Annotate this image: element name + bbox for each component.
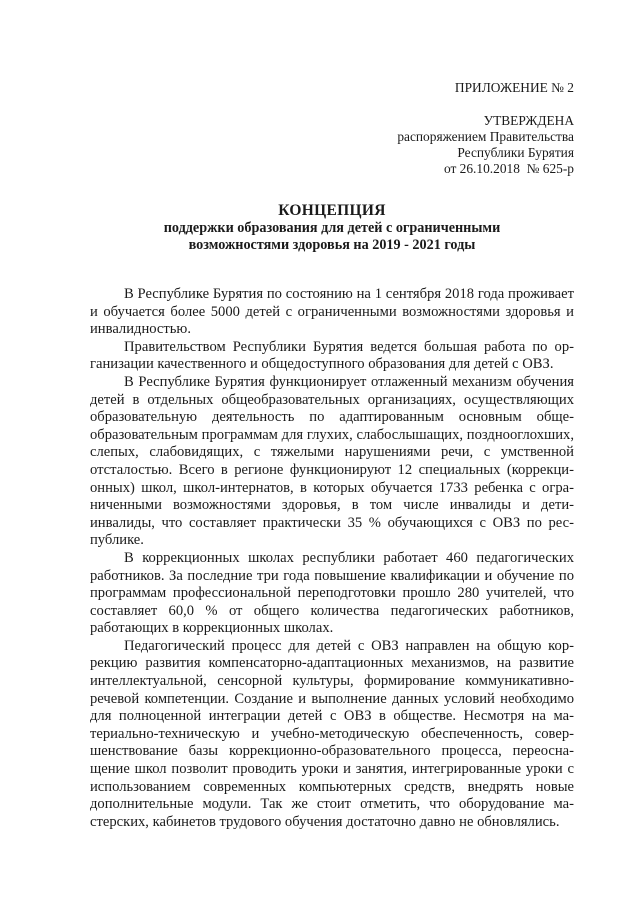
approval-line: распоряжением Правительства bbox=[397, 129, 574, 144]
appendix-label: ПРИЛОЖЕНИЕ № 2 bbox=[454, 80, 574, 95]
approval-line: от 26.10.2018 № 625-р bbox=[443, 161, 574, 176]
title-subtitle-line: возможностями здоровья на 2019 - 2021 годы bbox=[188, 237, 476, 253]
body-text bbox=[90, 286, 574, 831]
paragraph: В Республике Бурятия функционирует отлаженный механизм обучения детей в отдельных общеобразовательных организациях, осуществляющих образовательную деятельность по адаптированным основным общеобразовательным программам для глухих, слабослышащих, позднооглохших, слепых, слабовидящих, с тяжелыми нарушениями речи, с умственной отсталостью. Всего в регионе функционируют 12 специальных (коррекционных) школ, школ-интернатов, в которых обучается 1733 ребенка с ограниченными возможностями здоровья, в том числе инвалиды и дети-инвалиды, что составляет практически 35 % обучающихся с ОВЗ по республике. bbox=[90, 373, 574, 549]
paragraph: Педагогический процесс для детей с ОВЗ направлен на общую коррекцию развития компенсаторно-адаптационных механизмов, на развитие интеллектуальной, сенсорной культуры, формирование коммуникативно-речевой компетенции. Создание и выполнение данных условий необходимо для полноценной интеграции детей с ОВЗ в обществе. Несмотря на материально-техническую и учебно-методическую обеспеченность, совершенствование базы коррекционно-образовательного процесса, переоснащение школ позволит проводить уроки и занятия, интегрированные уроки с использованием современных компьютерных средств, внедрять новые дополнительные модули. Так же стоит отметить, что оборудование мастерских, кабинетов трудового обучения достаточно давно не обновлялись. bbox=[90, 637, 574, 830]
paragraph: В Республике Бурятия по состоянию на 1 сентября 2018 года проживает и обучается более 5000 детей с ограниченными возможностями здоровья и инвалидностью. bbox=[90, 286, 574, 338]
paragraph: Правительством Республики Бурятия ведется большая работа по организации качественного и общедоступного образования для детей с ОВЗ. bbox=[90, 338, 574, 373]
document-title bbox=[90, 201, 574, 254]
paragraph: В коррекционных школах республики работает 460 педагогических работников. За последние три года повышение квалификации и обучение по программам профессиональной переподготовки прошло 280 учителей, что составляет 60,0 % от общего количества педагогических работников, работающих в коррекционных школах. bbox=[90, 549, 574, 637]
approval-block bbox=[397, 113, 574, 177]
title-subtitle-line: поддержки образования для детей с ограниченными bbox=[163, 220, 501, 236]
title-main: КОНЦЕПЦИЯ bbox=[278, 202, 386, 219]
approval-line: Республики Бурятия bbox=[457, 145, 574, 160]
approval-line: УТВЕРЖДЕНА bbox=[483, 113, 574, 128]
